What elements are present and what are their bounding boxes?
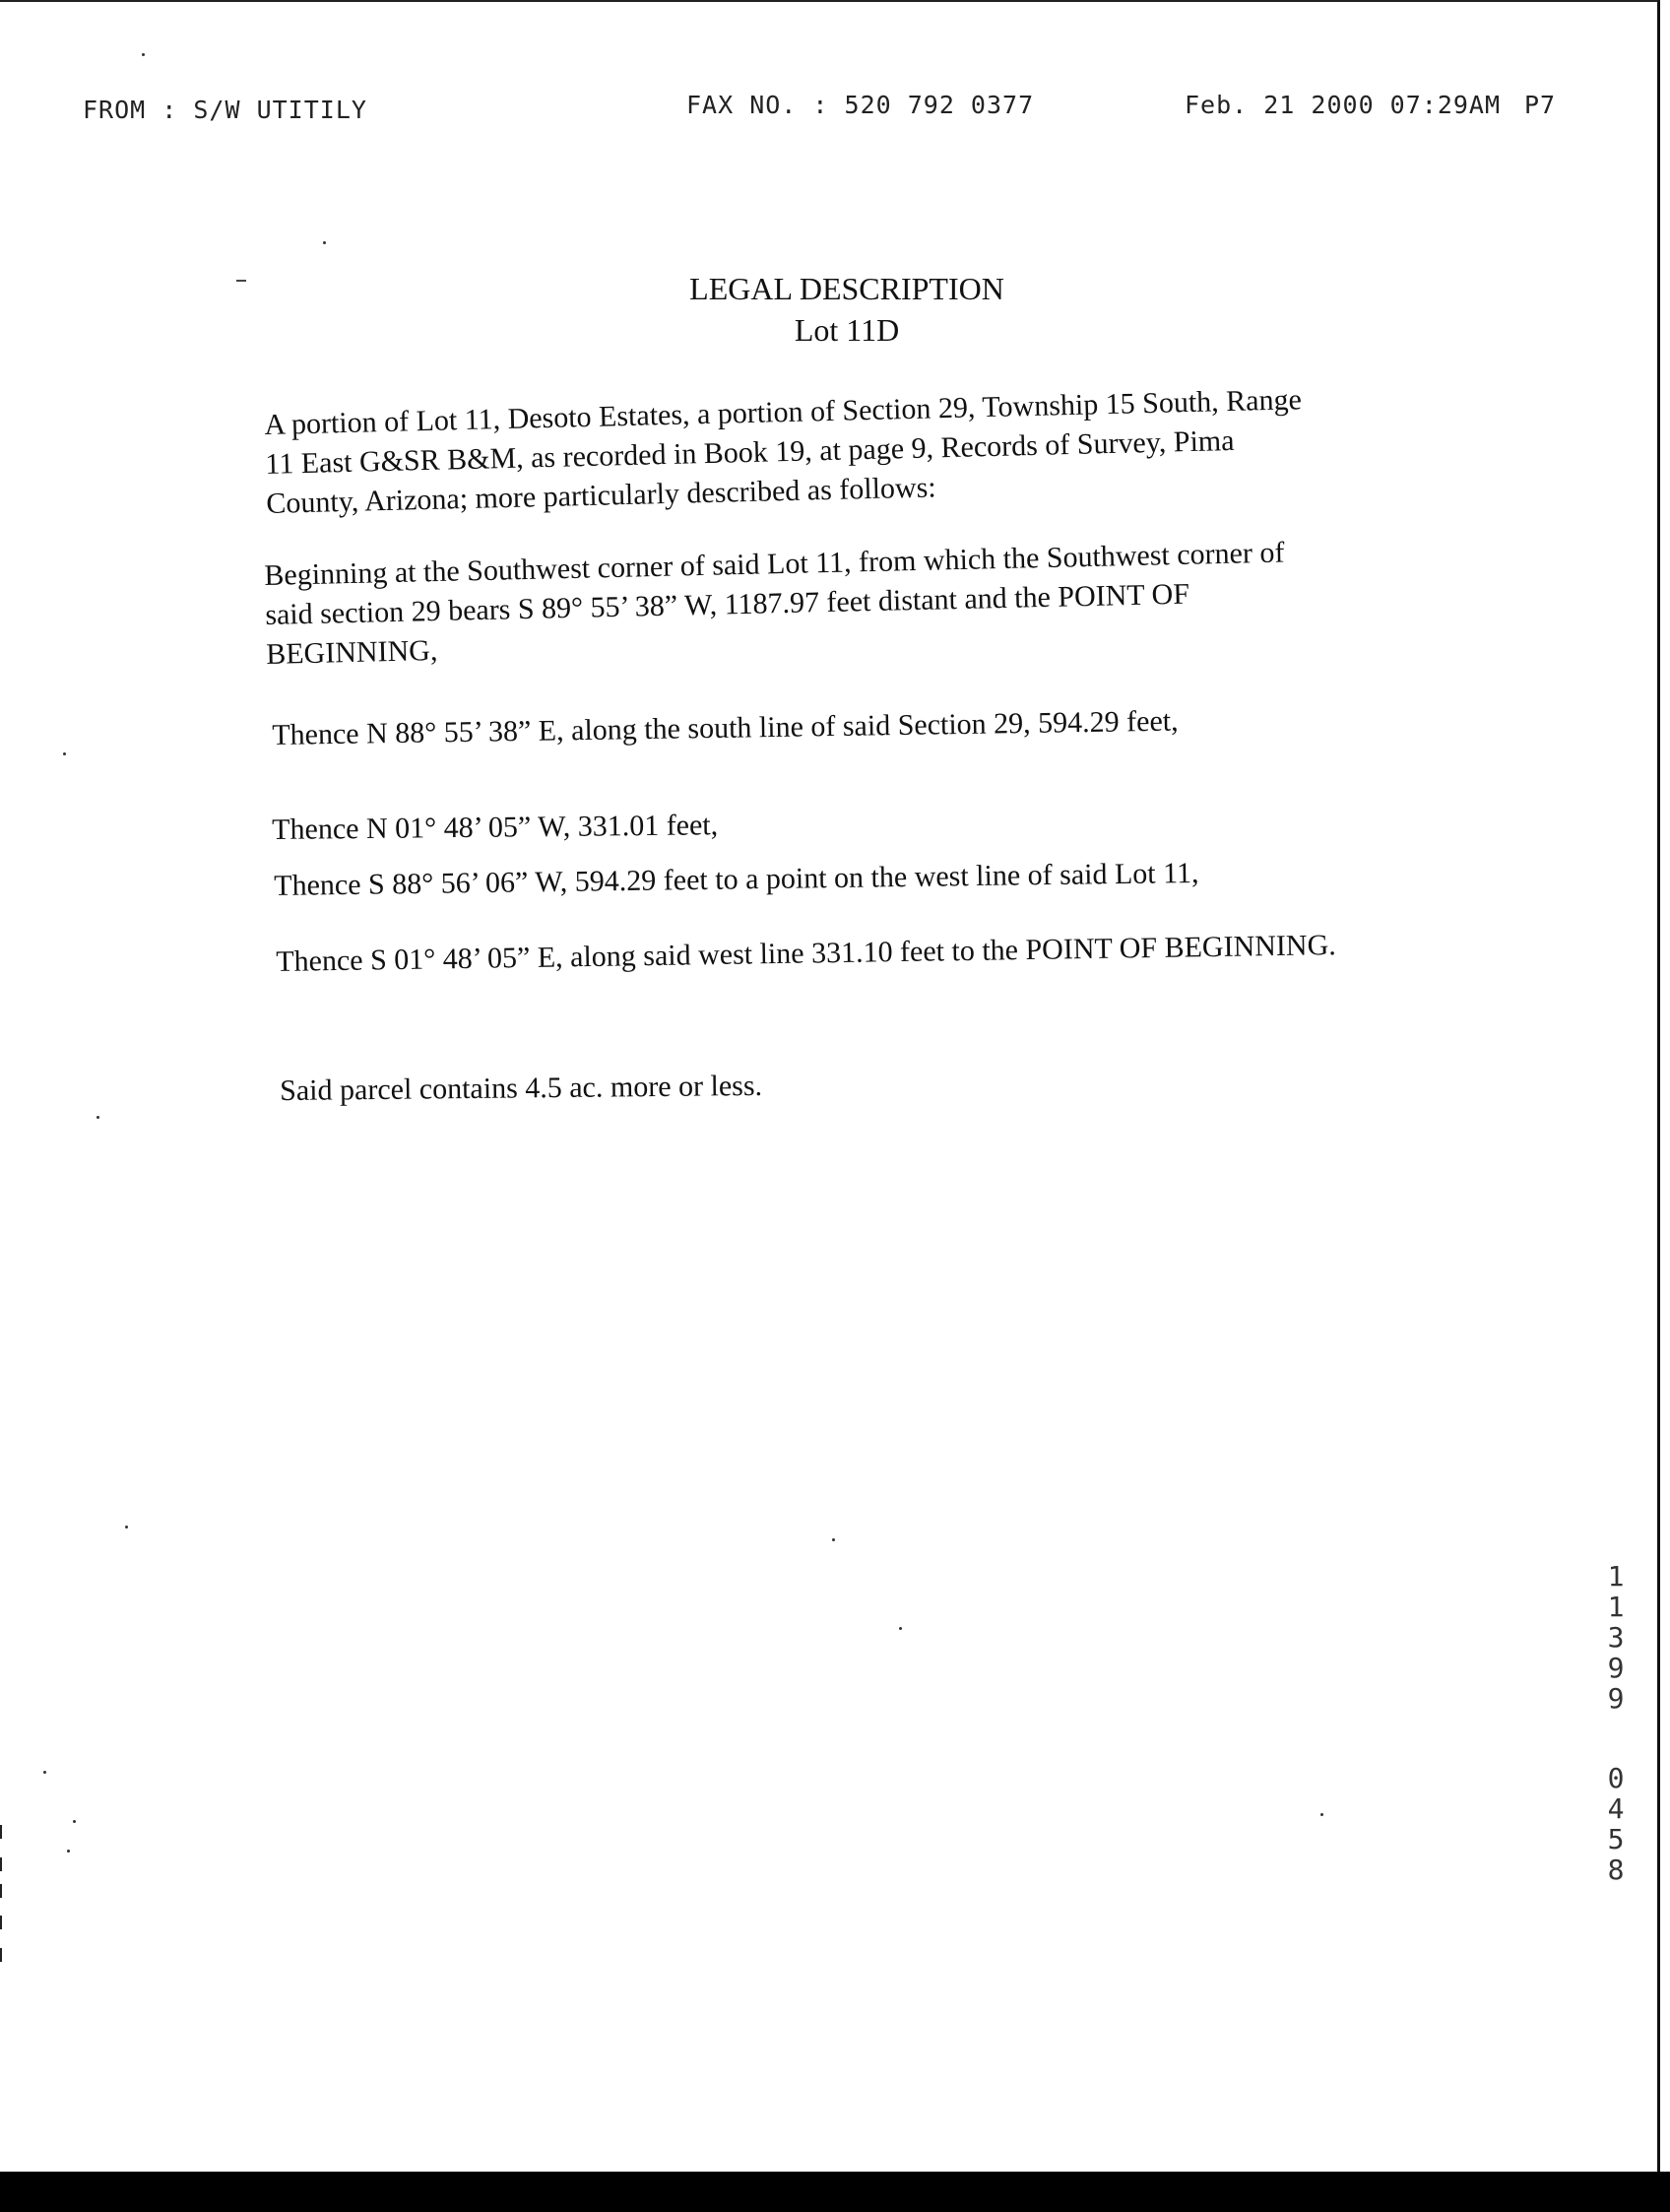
scan-speck (43, 1771, 46, 1774)
intro-line: A portion of Lot 11, Desoto Estates, a portion of Section 29, Township 15 South, Range (264, 383, 1303, 441)
area-statement: Said parcel contains 4.5 ac. more or less. (280, 1069, 763, 1107)
scan-speck (67, 1850, 70, 1853)
fax-date-time: Feb. 21 2000 07:29AM (1185, 91, 1502, 119)
beginning-paragraph (264, 533, 1287, 674)
scan-speck (63, 752, 66, 755)
intro-line: 11 East G&SR B&M, as recorded in Book 19, at page 9, Records of Survey, Pima (265, 423, 1235, 481)
document-subtitle: Lot 11D (794, 312, 900, 348)
beginning-line: said section 29 bears S 89° 55’ 38” W, 1187.97 feet distant and the POINT OF (264, 577, 1190, 631)
fax-page-number: P7 (1524, 91, 1557, 119)
scan-edge-mark (0, 1884, 2, 1898)
scan-speck (96, 1116, 99, 1119)
scan-speck (236, 280, 246, 282)
fax-sender: FROM : S/W UTITILY (83, 96, 367, 124)
scan-bottom-border (0, 2172, 1670, 2212)
scan-speck (323, 241, 326, 244)
course-line-3: Thence S 88° 56’ 06” W, 594.29 feet to a point on the west line of said Lot 11, (274, 856, 1199, 902)
course-line-1: Thence N 88° 55’ 38” E, along the south line of said Section 29, 594.29 feet, (272, 704, 1179, 751)
document-title: LEGAL DESCRIPTION (689, 271, 1004, 306)
scan-speck (142, 53, 145, 56)
beginning-line: Beginning at the Southwest corner of said Lot 11, from which the Southwest corner of (264, 536, 1285, 592)
course-line-4: Thence S 01° 48’ 05” E, along said west line 331.10 feet to the POINT OF BEGINNING. (276, 929, 1336, 978)
side-stamp-top: 11399 (1607, 1560, 1625, 1715)
course-line-2: Thence N 01° 48’ 05” W, 331.01 feet, (272, 809, 719, 846)
scan-speck (125, 1526, 128, 1529)
beginning-line: BEGINNING, (265, 634, 438, 671)
scan-edge-mark (0, 1857, 2, 1871)
scan-speck (832, 1538, 835, 1541)
scan-speck (899, 1627, 902, 1630)
intro-line: County, Arizona; more particularly described as follows: (266, 471, 937, 520)
scan-speck (1320, 1813, 1323, 1816)
scan-edge-mark (0, 1916, 2, 1929)
scan-speck (73, 1820, 76, 1823)
scan-edge-mark (0, 1948, 2, 1962)
side-stamp-bottom: 0458 (1607, 1762, 1625, 1886)
fax-number: FAX NO. : 520 792 0377 (686, 91, 1035, 119)
scan-edge-mark (0, 1825, 2, 1839)
